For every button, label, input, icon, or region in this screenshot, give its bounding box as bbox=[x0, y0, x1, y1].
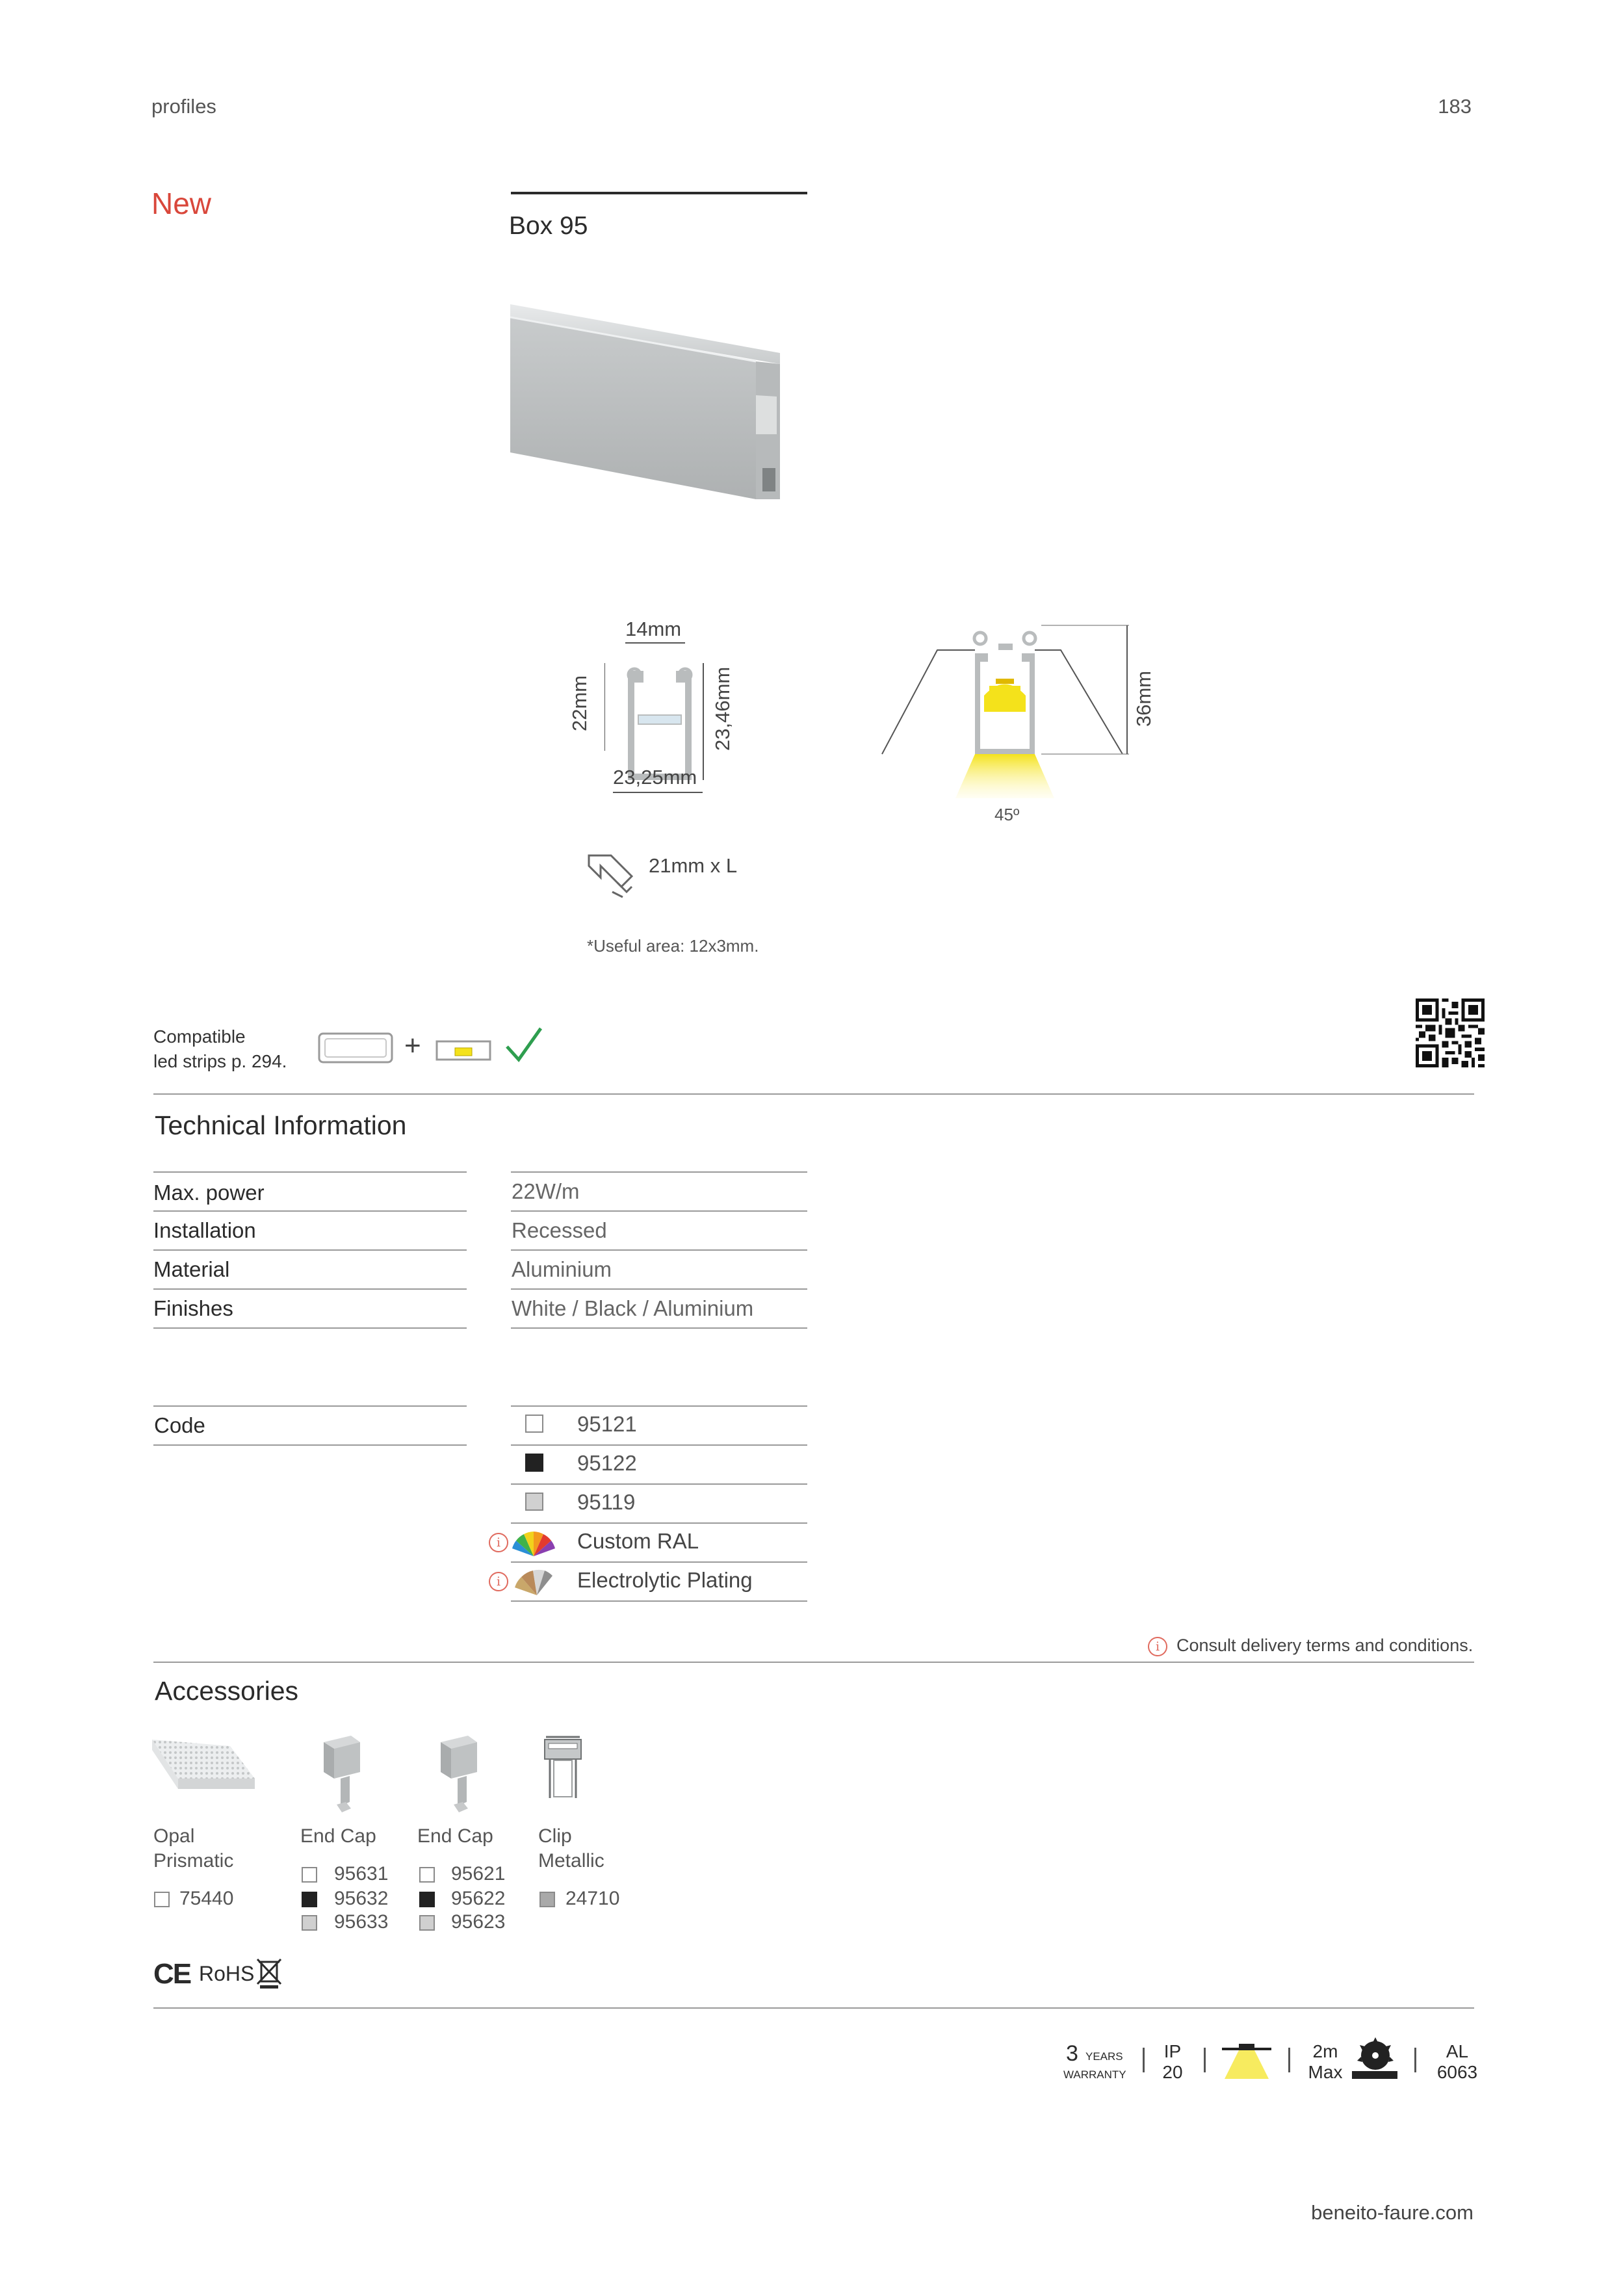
grey-finish-swatch bbox=[302, 1915, 317, 1931]
title-rule bbox=[511, 192, 807, 194]
tech-table-rule bbox=[153, 1288, 467, 1290]
accessory-code: 95631 bbox=[334, 1863, 389, 1885]
black-finish-swatch bbox=[302, 1892, 317, 1907]
spec-separator bbox=[1143, 2048, 1145, 2072]
info-icon[interactable]: i bbox=[489, 1533, 508, 1552]
led-strip-icon bbox=[435, 1039, 491, 1062]
new-badge: New bbox=[151, 187, 212, 220]
end-cap-image bbox=[429, 1733, 487, 1818]
white-finish-swatch bbox=[419, 1867, 435, 1883]
product-photo bbox=[510, 304, 783, 506]
depth-label: 36mm bbox=[1132, 670, 1155, 727]
recessed-light-icon bbox=[1221, 2041, 1273, 2080]
page-number: 183 bbox=[1438, 95, 1472, 118]
tech-table-rule bbox=[511, 1171, 807, 1173]
finishes-label: Finishes bbox=[153, 1296, 233, 1320]
accessory-name: End Cap bbox=[300, 1825, 376, 1847]
code-table-rule bbox=[511, 1483, 807, 1485]
useful-area-note: *Useful area: 12x3mm. bbox=[587, 936, 759, 956]
accessory-name: Opal Prismatic bbox=[153, 1825, 234, 1872]
section-divider bbox=[153, 1662, 1474, 1663]
code-table-rule bbox=[153, 1444, 467, 1446]
beam-angle-label: 45º bbox=[994, 805, 1020, 824]
accessory-code: 75440 bbox=[179, 1888, 234, 1909]
warranty-years: YEARS bbox=[1085, 2050, 1123, 2063]
ral-color-fan-icon bbox=[511, 1529, 556, 1558]
black-finish-swatch bbox=[419, 1892, 435, 1907]
recessed-installation-diagram bbox=[879, 624, 1139, 800]
accessory-code: 95632 bbox=[334, 1888, 389, 1909]
tech-table-rule bbox=[153, 1327, 467, 1329]
section-label: profiles bbox=[151, 95, 216, 118]
warranty-word: WARRANTY bbox=[1063, 2068, 1126, 2081]
website-link[interactable]: beneito-faure.com bbox=[1311, 2201, 1474, 2224]
code-95122: 95122 bbox=[577, 1451, 637, 1475]
ip-rating: IP 20 bbox=[1162, 2041, 1183, 2082]
info-icon[interactable]: i bbox=[489, 1572, 508, 1591]
compatible-text: Compatible led strips p. 294. bbox=[153, 1026, 287, 1071]
custom-ral-label: Custom RAL bbox=[577, 1529, 699, 1553]
opal-prismatic-diffuser-image bbox=[152, 1740, 256, 1807]
cut-length-icon bbox=[586, 849, 641, 901]
tech-table-rule bbox=[511, 1249, 807, 1251]
code-95119: 95119 bbox=[577, 1490, 636, 1514]
accessory-name: End Cap bbox=[417, 1825, 493, 1847]
material-label: Material bbox=[153, 1257, 230, 1281]
tech-table-rule bbox=[511, 1210, 807, 1212]
section-divider bbox=[153, 1093, 1474, 1095]
accessory-code: 95622 bbox=[451, 1888, 506, 1909]
delivery-note: Consult delivery terms and conditions. bbox=[1176, 1636, 1474, 1655]
electrolytic-plating-label: Electrolytic Plating bbox=[577, 1568, 753, 1592]
info-icon[interactable]: i bbox=[1148, 1637, 1167, 1656]
installation-value: Recessed bbox=[512, 1218, 607, 1242]
alloy-grade: AL 6063 bbox=[1436, 2041, 1478, 2082]
height-right-label: 23,46mm bbox=[711, 666, 734, 751]
spec-separator bbox=[1288, 2048, 1290, 2072]
end-cap-image bbox=[312, 1733, 370, 1818]
code-table-rule bbox=[511, 1561, 807, 1563]
black-finish-swatch bbox=[525, 1454, 543, 1472]
code-table-rule bbox=[511, 1405, 807, 1407]
spec-separator bbox=[1414, 2048, 1416, 2072]
accessory-code: 95621 bbox=[451, 1863, 506, 1885]
top-width-rule bbox=[625, 642, 685, 644]
qr-code bbox=[1416, 998, 1485, 1067]
height-left-label: 22mm bbox=[568, 675, 591, 731]
cut-length-label: 21mm x L bbox=[649, 854, 738, 877]
code-95121: 95121 bbox=[577, 1412, 637, 1436]
accessory-code: 95623 bbox=[451, 1911, 506, 1933]
accessory-code: 24710 bbox=[565, 1888, 620, 1909]
code-table-rule bbox=[511, 1522, 807, 1524]
installation-label: Installation bbox=[153, 1218, 256, 1242]
accessory-code: 95633 bbox=[334, 1911, 389, 1933]
max-power-value: 22W/m bbox=[512, 1179, 580, 1203]
code-table-rule bbox=[511, 1600, 807, 1602]
white-finish-swatch bbox=[154, 1892, 170, 1907]
max-length: 2m Max bbox=[1308, 2041, 1343, 2082]
profile-section-icon bbox=[317, 1031, 394, 1065]
technical-information-title: Technical Information bbox=[155, 1110, 407, 1140]
max-power-label: Max. power bbox=[153, 1181, 265, 1205]
plating-fan-icon bbox=[511, 1568, 556, 1597]
code-label: Code bbox=[154, 1413, 205, 1437]
white-finish-swatch bbox=[525, 1415, 543, 1433]
material-value: Aluminium bbox=[512, 1257, 612, 1281]
rohs-label: RoHS bbox=[199, 1962, 255, 1985]
plus-sign: + bbox=[404, 1030, 421, 1062]
metallic-clip-image bbox=[539, 1733, 591, 1811]
product-title: Box 95 bbox=[509, 212, 588, 240]
tech-table-rule bbox=[153, 1171, 467, 1173]
code-table-rule bbox=[511, 1444, 807, 1446]
accessory-name: Clip Metallic bbox=[538, 1825, 604, 1872]
weee-bin-icon bbox=[255, 1957, 283, 1990]
section-divider bbox=[153, 2007, 1474, 2009]
aluminium-finish-swatch bbox=[525, 1493, 543, 1511]
bottom-width-rule bbox=[613, 792, 703, 793]
tech-table-rule bbox=[511, 1327, 807, 1329]
bottom-width-label: 23,25mm bbox=[613, 766, 697, 789]
tech-table-rule bbox=[511, 1288, 807, 1290]
top-width-label: 14mm bbox=[625, 618, 682, 640]
accessories-title: Accessories bbox=[155, 1676, 299, 1706]
white-finish-swatch bbox=[302, 1867, 317, 1883]
saw-cut-icon bbox=[1349, 2036, 1399, 2083]
spec-separator bbox=[1204, 2048, 1206, 2072]
metallic-finish-swatch bbox=[539, 1892, 555, 1907]
code-table-rule bbox=[153, 1405, 467, 1407]
grey-finish-swatch bbox=[419, 1915, 435, 1931]
ce-mark: CE bbox=[153, 1958, 191, 1990]
tech-table-rule bbox=[153, 1249, 467, 1251]
checkmark-icon bbox=[503, 1024, 545, 1066]
tech-table-rule bbox=[153, 1210, 467, 1212]
warranty-number: 3 bbox=[1066, 2041, 1078, 2066]
finishes-value: White / Black / Aluminium bbox=[512, 1296, 754, 1320]
